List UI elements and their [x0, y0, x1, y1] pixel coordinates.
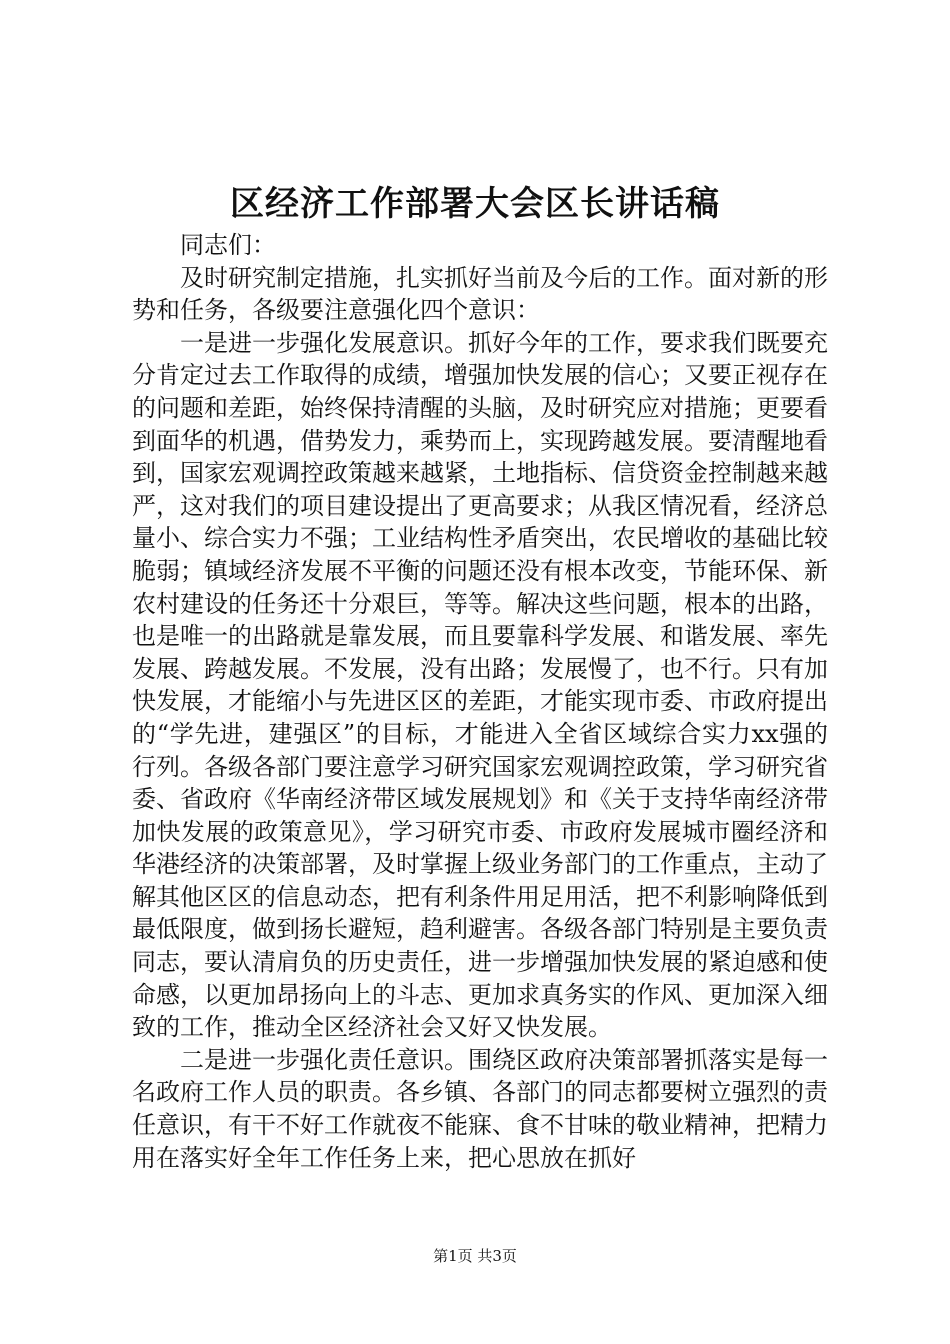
page-footer: 第1页 共3页: [433, 1247, 517, 1265]
paragraph: 一是进一步强化发展意识。抓好今年的工作，要求我们既要充分肯定过去工作取得的成绩，增强加快发展的信心；又要正视存在的问题和差距，始终保持清醒的头脑，及时研究应对措施；更要看到面华的机遇，借势发力，乘势而上，实现跨越发展。要清醒地看到，国家宏观调控政策越来越紧，土地指标、信贷资金控制越来越严，这对我们的项目建设提出了更高要求；从我区情况看，经济总量小、综合实力不强；工业结构性矛盾突出，农民增收的基础比较脆弱；镇域经济发展不平衡的问题还没有根本改变，节能环保、新农村建设的任务还十分艰巨，等等。解决这些问题，根本的出路，也是唯一的出路就是靠发展，而且要靠科学发展、和谐发展、率先发展、跨越发展。不发展，没有出路；发展慢了，也不行。只有加快发展，才能缩小与先进区区的差距，才能实现市委、市政府提出的“学先进，建强区”的目标，才能进入全省区域综合实力xx强的行列。各级各部门要注意学习研究国家宏观调控政策，学习研究省委、省政府《华南经济带区域发展规划》和《关于支持华南经济带加快发展的政策意见》，学习研究市委、市政府发展城市圈经济和华港经济的决策部署，及时掌握上级业务部门的工作重点，主动了解其他区区的信息动态，把有利条件用足用活，把不利影响降低到最低限度，做到扬长避短，趋利避害。各级各部门特别是主要负责同志，要认清肩负的历史责任，进一步增强加快发展的紧迫感和使命感，以更加昂扬向上的斗志、更加求真务实的作风、更加深入细致的工作，推动全区经济社会又好又快发展。: [132, 328, 828, 1042]
paragraph: 及时研究制定措施，扎实抓好当前及今后的工作。面对新的形势和任务，各级要注意强化四个意识：: [132, 263, 828, 325]
document-body: [132, 229, 828, 1174]
page-title: 区经济工作部署大会区长讲话稿: [230, 184, 720, 224]
greeting: 同志们：: [180, 231, 276, 259]
paragraph: 二是进一步强化责任意识。围绕区政府决策部署抓落实是每一名政府工作人员的职责。各乡镇、各部门的同志都要树立强烈的责任意识，有干不好工作就夜不能寐、食不甘味的敬业精神，把精力用在落实好全年工作任务上来，把心思放在抓好: [132, 1045, 828, 1172]
